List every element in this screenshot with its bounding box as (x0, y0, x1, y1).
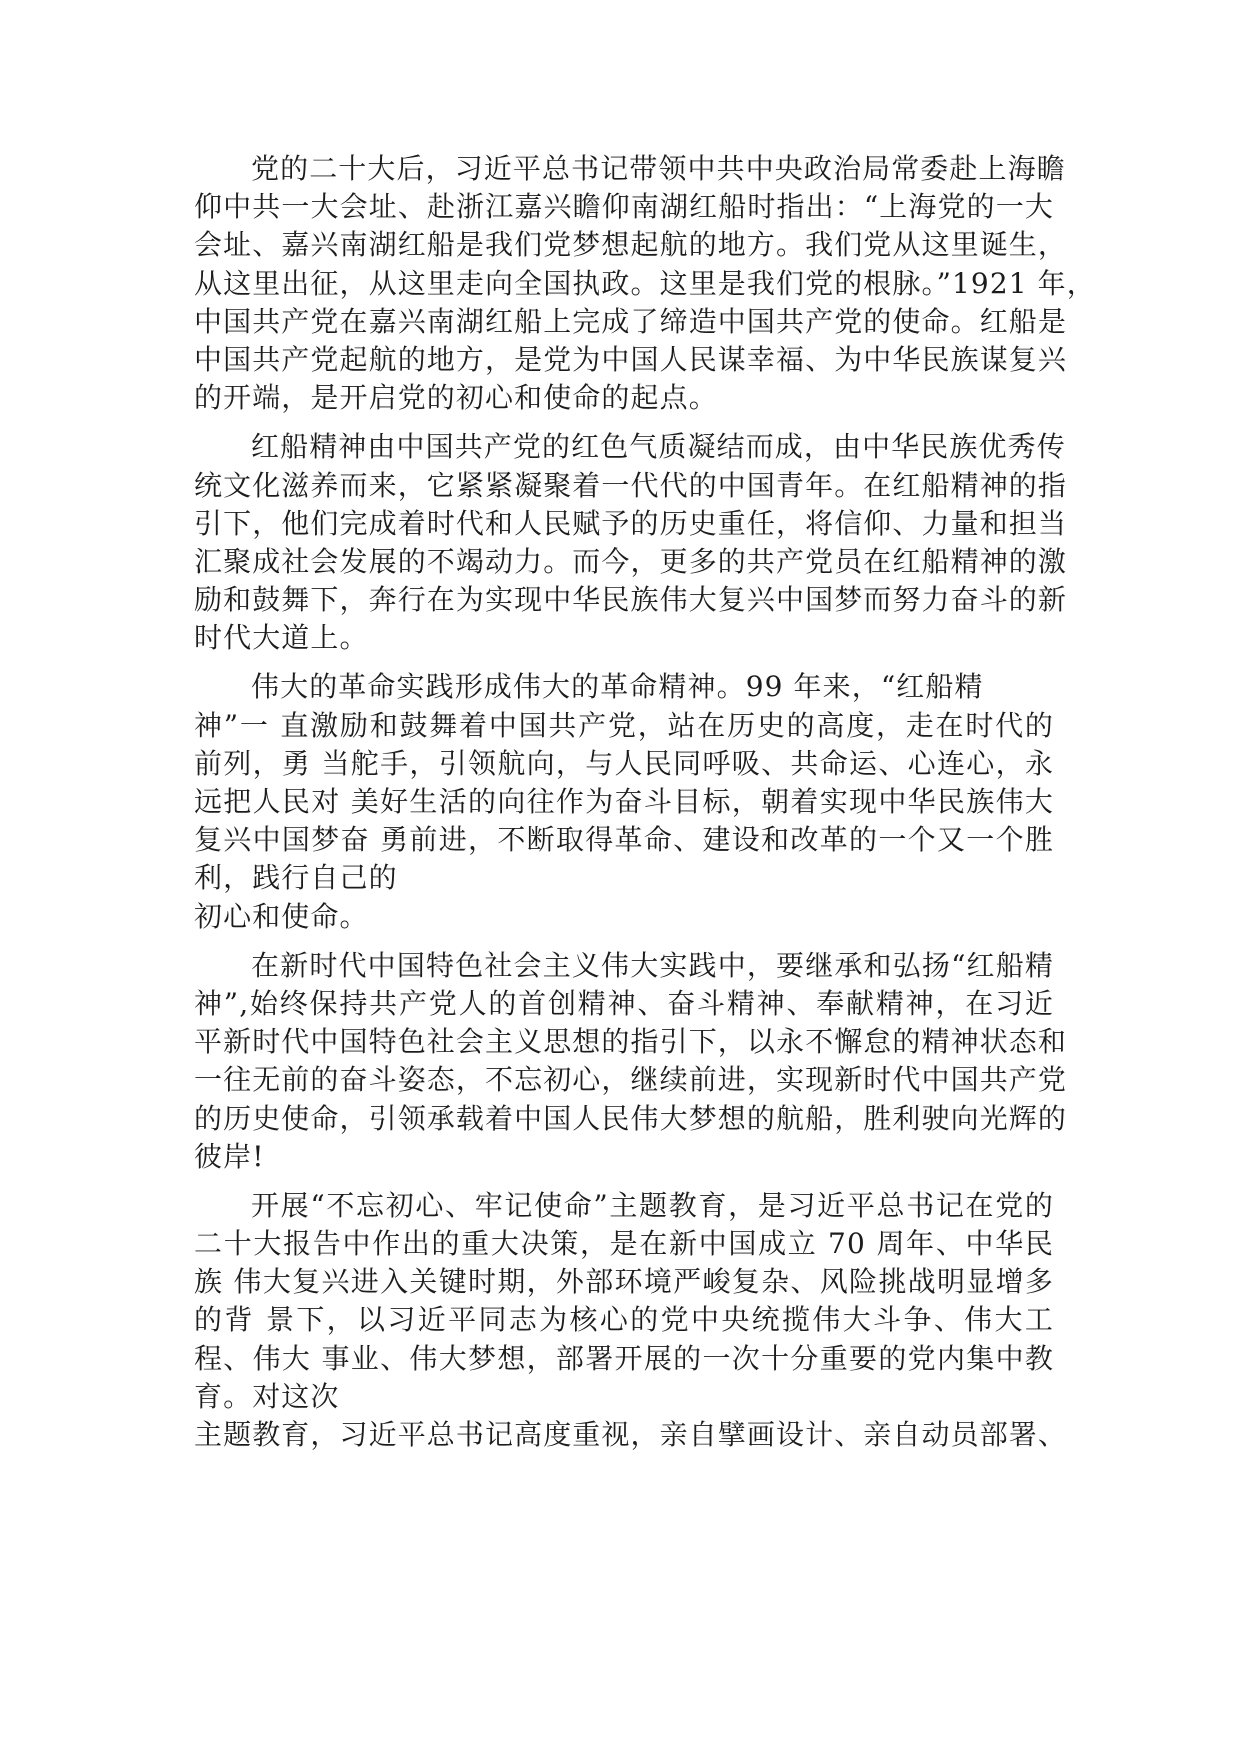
paragraph (194, 668, 1054, 935)
text-line: 中国共产党起航的地方，是党为中国人民谋幸福、为中华民族谋复兴 (194, 342, 1068, 376)
text-line: 从这里出征，从这里走向全国执政。这里是我们党的根脉。”1921 年， (194, 266, 1096, 300)
text-line: 开展“不忘初心、牢记使命”主题教育，是习近平总书记在党的 (251, 1188, 1054, 1222)
text-line: 彼岸! (194, 1139, 265, 1173)
paragraph-spacing (194, 657, 1054, 668)
paragraph-spacing (194, 417, 1054, 428)
text-line: 育。对这次 (194, 1379, 340, 1413)
paragraph-spacing (194, 936, 1054, 947)
text-line: 初心和使命。 (194, 899, 369, 933)
text-line: 二十大报告中作出的重大决策，是在新中国成立 70 周年、中华民 (194, 1227, 1054, 1261)
text-line: 复兴中国梦奋 勇前进，不断取得革命、建设和改革的一个又一个胜 (194, 823, 1054, 857)
text-line: 励和鼓舞下，奔行在为实现中华民族伟大复兴中国梦而努力奋斗的新 (194, 583, 1068, 617)
text-line: 的开端，是开启党的初心和使命的起点。 (194, 381, 718, 415)
text-line: 伟大的革命实践形成伟大的革命精神。99 年来，“红船精 (251, 670, 984, 704)
paragraph (194, 428, 1068, 657)
text-line: 神”,始终保持共产党人的首创精神、奋斗精神、奉献精神，在习近 (194, 986, 1054, 1020)
text-line: 汇聚成社会发展的不竭动力。而今，更多的共产党员在红船精神的激 (194, 544, 1068, 578)
text-line: 引下，他们完成着时代和人民赋予的历史重任，将信仰、力量和担当 (194, 506, 1068, 540)
text-line: 族 伟大复兴进入关键时期，外部环境严峻复杂、风险挑战明显增多 (194, 1265, 1054, 1299)
text-line: 神”一 直激励和鼓舞着中国共产党，站在历史的高度，走在时代的 (194, 708, 1054, 742)
text-line: 会址、嘉兴南湖红船是我们党梦想起航的地方。我们党从这里诞生， (194, 228, 1068, 262)
text-line: 时代大道上。 (194, 621, 369, 655)
text-line: 中国共产党在嘉兴南湖红船上完成了缔造中国共产党的使命。红船是 (194, 304, 1068, 338)
text-line: 平新时代中国特色社会主义思想的指引下，以永不懈怠的精神状态和 (194, 1025, 1068, 1059)
paragraph-spacing (194, 1176, 1054, 1187)
text-line: 的背 景下，以习近平同志为核心的党中央统揽伟大斗争、伟大工 (194, 1303, 1054, 1337)
paragraph (194, 1187, 1068, 1454)
text-line: 的历史使命，引领承载着中国人民伟大梦想的航船，胜利驶向光辉的 (194, 1101, 1068, 1135)
paragraph (194, 947, 1068, 1176)
text-line: 一往无前的奋斗姿态，不忘初心，继续前进，实现新时代中国共产党 (194, 1063, 1068, 1097)
text-line: 党的二十大后，习近平总书记带领中共中央政治局常委赴上海瞻 (251, 152, 1066, 185)
text-line: 程、伟大 事业、伟大梦想，部署开展的一次十分重要的党内集中教 (194, 1341, 1054, 1375)
document-body (194, 150, 1096, 1454)
text-line: 利，践行自己的 (194, 861, 398, 895)
paragraph (194, 150, 1096, 417)
text-line: 统文化滋养而来，它紧紧凝聚着一代代的中国青年。在红船精神的指 (194, 468, 1068, 502)
text-line: 在新时代中国特色社会主义伟大实践中，要继承和弘扬“红船精 (251, 948, 1054, 982)
text-line: 主题教育，习近平总书记高度重视，亲自擘画设计、亲自动员部署、 (194, 1418, 1068, 1451)
text-line: 前列，勇 当舵手，引领航向，与人民同呼吸、共命运、心连心，永 (194, 746, 1054, 780)
text-line: 仰中共一大会址、赴浙江嘉兴瞻仰南湖红船时指出：“上海党的一大 (194, 190, 1054, 224)
text-line: 红船精神由中国共产党的红色气质凝结而成，由中华民族优秀传 (251, 430, 1066, 464)
text-line: 远把人民对 美好生活的向往作为奋斗目标，朝着实现中华民族伟大 (194, 785, 1054, 818)
